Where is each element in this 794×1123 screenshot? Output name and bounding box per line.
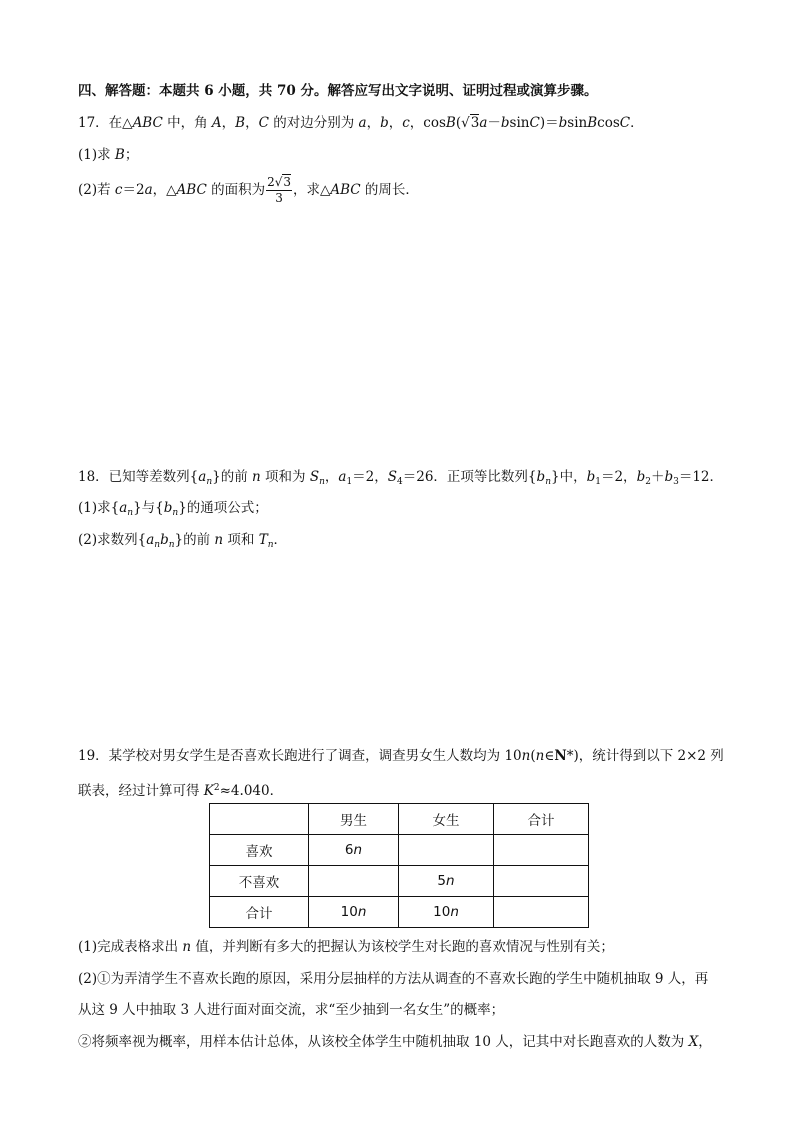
- q19-part2-line1: (2)①为弄清学生不喜欢长跑的原因，采用分层抽样的方法从调查的不喜欢长跑的学生中随机抽取 9 人，再: [78, 971, 709, 987]
- table-row: [210, 866, 589, 897]
- q19-part1: (1)完成表格求出 n 值，并判断有多大的把握认为该校学生对长跑的喜欢情况与性别有关；: [78, 939, 614, 955]
- q18-part2: (2)求数列$\{a_nb_n\}$的前 n 项和 $T_n$．: [78, 532, 288, 550]
- table-cell: [494, 866, 589, 897]
- q19-part2-line2: 从这 9 人中抽取 3 人进行面对面交流，求“至少抽到一名女生”的概率；: [78, 1002, 505, 1018]
- table-row-label: 不喜欢: [210, 866, 309, 897]
- table-cell: [399, 835, 494, 866]
- q19-stem-line1: 19．某学校对男女学生是否喜欢长跑进行了调查，调查男女生人数均为 10n(n∈N*)，统计得到以下 2×2 列: [78, 748, 724, 764]
- table-cell: 10n: [309, 897, 399, 928]
- area-fraction: $\frac{2√3}{3}$: [267, 175, 291, 205]
- table-cell: [494, 897, 589, 928]
- table-row-label: 喜欢: [210, 835, 309, 866]
- q17-part2: (2)若 c＝2a，△ABC 的面积为 $\frac{2√3}{3}$ ，求△ABC 的周长．: [78, 175, 419, 205]
- table-row-label: 合计: [210, 897, 309, 928]
- table-header-row: [210, 804, 589, 835]
- table-cell: [210, 804, 309, 835]
- q18-part1: (1)求$\{a_n\}$与$\{b_n\}$的通项公式；: [78, 500, 268, 518]
- table-cell: 6n: [309, 835, 399, 866]
- contingency-table: [209, 803, 589, 928]
- q18-stem: 18．已知等差数列$\{a_n\}$的前 n 项和为 $S_n$，$a_1=2$，$S_4=26$．正项等比数列$\{b_n\}$中，$b_1=2$，$b_2+b_3=12$．: [78, 469, 724, 487]
- table-cell: 10n: [399, 897, 494, 928]
- section-header: 四、解答题：本题共 6 小题，共 70 分。解答应写出文字说明、证明过程或演算步骤。: [78, 83, 598, 99]
- table-cell: [494, 835, 589, 866]
- table-header-cell: 女生: [399, 804, 494, 835]
- q17-stem: 17．在△ABC 中，角 A，B，C 的对边分别为 a，b，c，cosB(√3a－bsinC)＝bsinBcosC．: [78, 115, 644, 131]
- q17-part1: (1)求 B；: [78, 147, 139, 163]
- table-header-cell: 合计: [494, 804, 589, 835]
- table-row: [210, 897, 589, 928]
- table-header-cell: 男生: [309, 804, 399, 835]
- q19-part2-line3: ②将频率视为概率，用样本估计总体，从该校全体学生中随机抽取 10 人，记其中对长跑喜欢的人数为 X，: [78, 1034, 712, 1050]
- table-row: [210, 835, 589, 866]
- table-cell: [309, 866, 399, 897]
- table-cell: 5n: [399, 866, 494, 897]
- q19-stem-line2: 联表，经过计算可得 $K^2\approx 4.040$．: [78, 783, 284, 799]
